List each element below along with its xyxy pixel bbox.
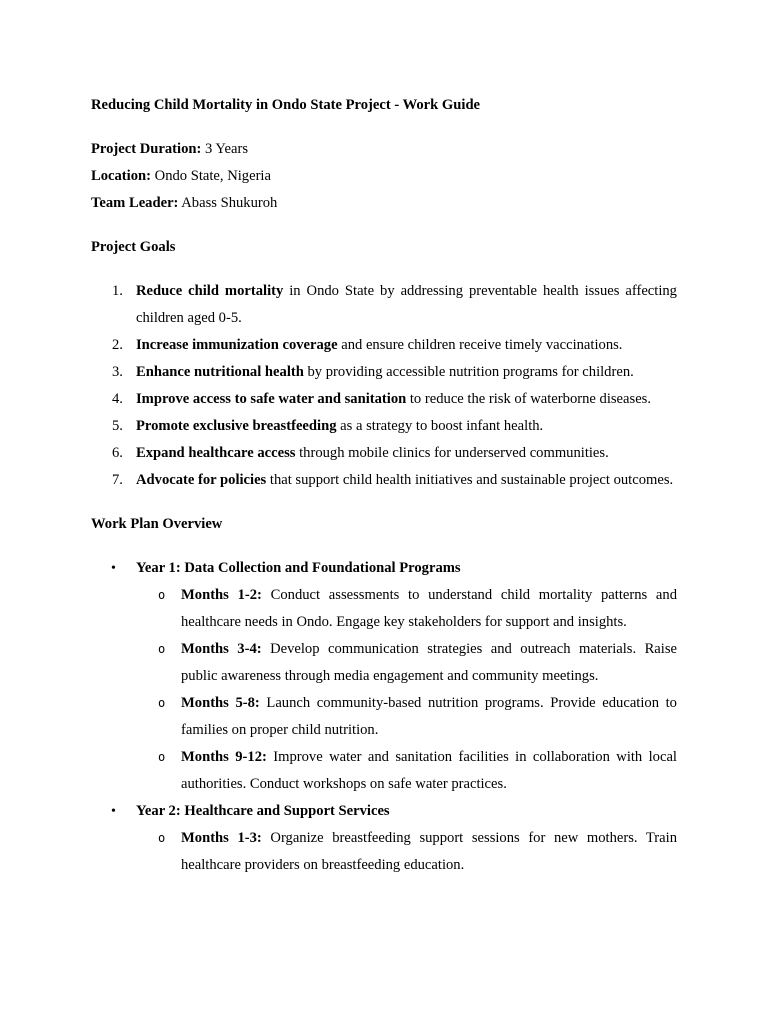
goals-heading: Project Goals <box>91 239 176 255</box>
year-item <box>91 555 677 798</box>
goal-text: through mobile clinics for underserved communities. <box>295 445 609 461</box>
circle-bullet-icon: o <box>158 588 166 602</box>
meta-value: Ondo State, Nigeria <box>151 168 271 184</box>
goal-number: 1. <box>112 283 123 299</box>
month-item <box>136 744 677 798</box>
document-body <box>91 92 677 879</box>
month-item <box>136 636 677 690</box>
goal-number: 4. <box>112 391 123 407</box>
bullet-icon: • <box>111 561 116 576</box>
goal-number: 3. <box>112 364 123 380</box>
goal-text: to reduce the risk of waterborne diseases. <box>406 391 651 407</box>
month-text: Improve water and sanitation facilities in collaboration with local authorities. Conduct workshops on safe water practices. <box>181 749 677 792</box>
goal-bold: Enhance nutritional health <box>136 364 304 380</box>
goal-item <box>91 278 677 332</box>
goal-number: 5. <box>112 418 123 434</box>
goal-bold: Expand healthcare access <box>136 445 296 461</box>
months-list <box>136 582 677 798</box>
year-item <box>91 798 677 879</box>
circle-bullet-icon: o <box>158 831 166 845</box>
workplan-heading: Work Plan Overview <box>91 516 223 532</box>
month-label: Months 1-2: <box>181 587 262 603</box>
document-title: Reducing Child Mortality in Ondo State Project - Work Guide <box>91 97 481 113</box>
goal-item <box>91 359 677 386</box>
months-list <box>136 825 677 879</box>
circle-bullet-icon: o <box>158 642 166 656</box>
bullet-icon: • <box>111 804 116 819</box>
goal-bold: Advocate for policies <box>136 472 267 488</box>
circle-bullet-icon: o <box>158 750 166 764</box>
meta-label: Location: <box>91 168 151 184</box>
goal-item <box>91 440 677 467</box>
goal-item <box>91 413 677 440</box>
goal-text: and ensure children receive timely vaccinations. <box>337 337 623 353</box>
meta-value: Abass Shukuroh <box>178 195 278 211</box>
meta-label: Project Duration: <box>91 141 202 157</box>
month-item <box>136 690 677 744</box>
circle-bullet-icon: o <box>158 696 166 710</box>
month-item <box>136 825 677 879</box>
meta-team-leader <box>91 190 677 217</box>
goals-list <box>91 278 677 494</box>
meta-location <box>91 163 677 190</box>
month-text: Organize breastfeeding support sessions for new mothers. Train healthcare providers on breastfeeding education. <box>181 830 677 873</box>
goal-text: that support child health initiatives and sustainable project outcomes. <box>266 472 674 488</box>
goal-number: 6. <box>112 445 123 461</box>
month-label: Months 3-4: <box>181 641 262 657</box>
month-item <box>136 582 677 636</box>
goal-number: 7. <box>112 472 123 488</box>
goal-item <box>91 332 677 359</box>
goal-text: in Ondo State by addressing preventable health issues affecting children aged 0-5. <box>136 283 677 326</box>
goal-item <box>91 467 677 494</box>
month-label: Months 9-12: <box>181 749 267 765</box>
goal-number: 2. <box>112 337 123 353</box>
goal-text: by providing accessible nutrition programs for children. <box>303 364 634 380</box>
month-text: Launch community-based nutrition programs. Provide education to families on proper child nutrition. <box>181 695 677 738</box>
meta-label: Team Leader: <box>91 195 179 211</box>
month-text: Develop communication strategies and outreach materials. Raise public awareness through media engagement and community meetings. <box>181 641 677 684</box>
goal-text: as a strategy to boost infant health. <box>336 418 544 434</box>
goal-bold: Increase immunization coverage <box>136 337 338 353</box>
month-text: Conduct assessments to understand child mortality patterns and healthcare needs in Ondo. Engage key stakeholders for support and insights. <box>181 587 677 630</box>
workplan-list <box>91 555 677 879</box>
meta-project-duration <box>91 136 677 163</box>
goal-bold: Reduce child mortality <box>136 283 284 299</box>
goal-bold: Improve access to safe water and sanitation <box>136 391 407 407</box>
goal-item <box>91 386 677 413</box>
meta-value: 3 Years <box>201 141 248 157</box>
year-label: Year 1: Data Collection and Foundational Programs <box>136 560 461 576</box>
goal-bold: Promote exclusive breastfeeding <box>136 418 337 434</box>
month-label: Months 1-3: <box>181 830 262 846</box>
year-label: Year 2: Healthcare and Support Services <box>136 803 390 819</box>
month-label: Months 5-8: <box>181 695 260 711</box>
